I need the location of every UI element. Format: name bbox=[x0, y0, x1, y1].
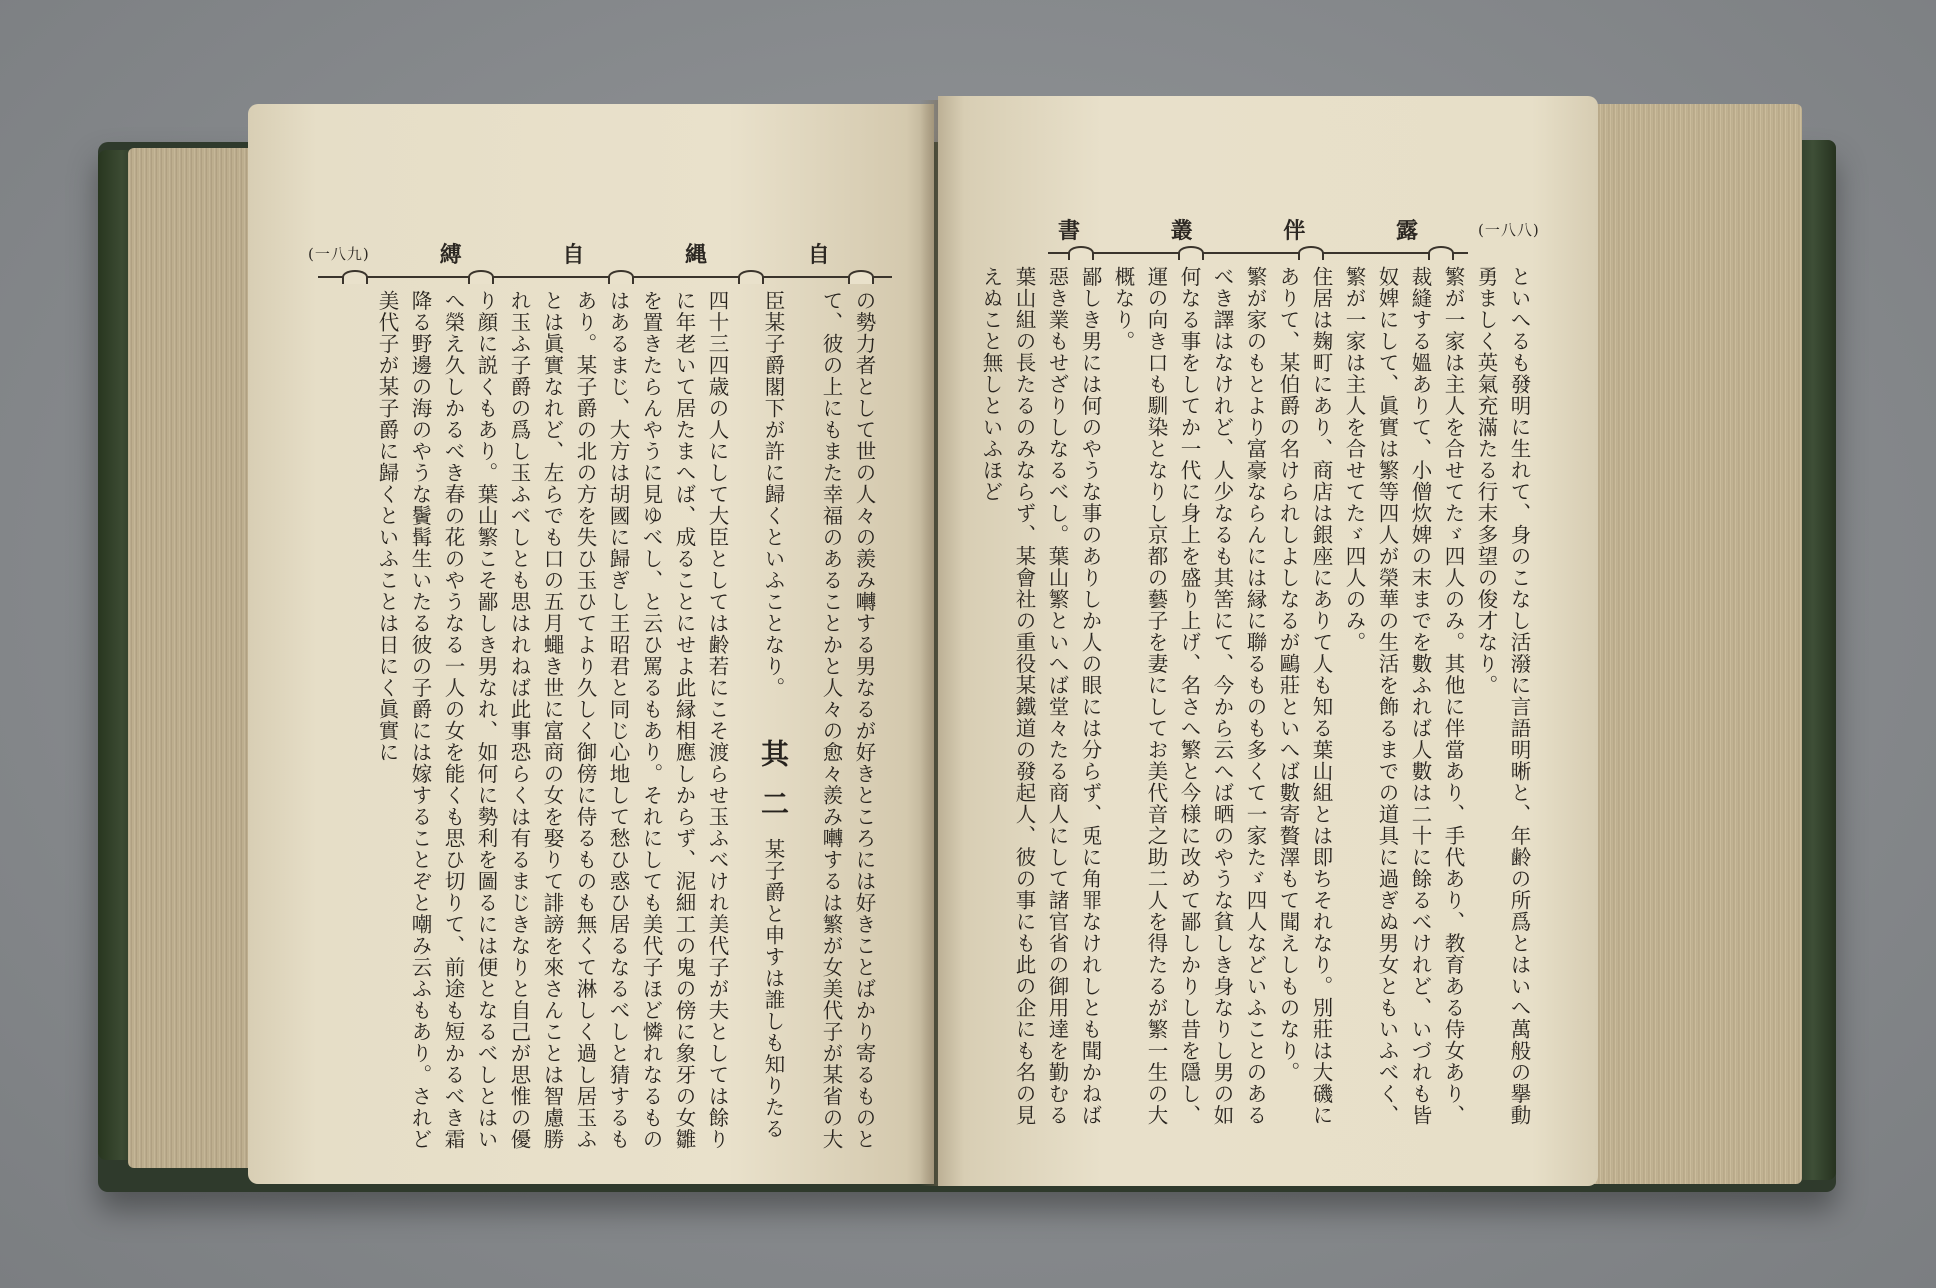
left-page-block-edge bbox=[128, 148, 258, 1168]
right-body-text bbox=[979, 266, 1568, 1146]
left-page-number: (一八九) bbox=[308, 244, 370, 263]
right-header-char: 叢 bbox=[1170, 217, 1193, 244]
left-header-char: 自 bbox=[562, 241, 585, 268]
right-paragraph: 鄙しき男には何のやうな事のありしか人の眼には分らず、兎に角罪なけれしとも聞かねば惡き業もせざりしなるべし。葉山繁といへば堂々たる商人にして諸官省の御用達を勤むる葉山組の長たるのみならず、某會社の重役某鐵道の發起人、彼の事にも此の企にも名の見えぬこと無しといふほど bbox=[979, 266, 1102, 1126]
right-header-rule bbox=[1048, 252, 1468, 254]
right-paragraph: 繁が家のもとより富豪ならんには縁に聯るものも多くて一家たゞ四人などいふことのあるべき譯はなけれど、人少なるも其筈にて、今から云へば晒のやうな貧しき身なりし男の如何なる事をしてか一代に身上を盛り上げ、名さへ繁と今様に改めて鄙しかりし昔を隱し、運の向き口も馴染となりし京都の藝子を妻にしてお美代音之助二人を得たるが繁一生の大概なり。 bbox=[1111, 266, 1267, 1126]
left-page bbox=[248, 104, 934, 1184]
left-running-header bbox=[308, 238, 928, 268]
right-paragraph: といへるも發明に生れて、身のこなし活潑に言語明晰と、年齢の所爲とはいへ萬般の擧動勇ましく英氣充滿たる行末多望の俊才なり。 bbox=[1474, 266, 1531, 1126]
right-header-char: 書 bbox=[1058, 217, 1081, 244]
right-paragraph: 繁が一家は主人を合せてたゞ四人のみ。其他に伴當あり、手代あり、教育ある侍女あり、裁縫する媼ありて、小僧炊婢の末までを數ふれば人數は二十に餘るべけれど、いづれも皆奴婢にして、眞實は繁等四人が榮華の生活を飾るまでの道具に過ぎぬ男女ともいふべく、繁が一家は主人を合せてたゞ四人のみ。 bbox=[1342, 266, 1465, 1126]
right-page bbox=[938, 96, 1598, 1186]
left-header-rule bbox=[318, 276, 892, 278]
left-header-char: 縛 bbox=[439, 241, 462, 268]
right-page-block-edge bbox=[1592, 104, 1802, 1184]
right-header-title bbox=[1058, 214, 1418, 245]
right-header-char: 露 bbox=[1395, 217, 1418, 244]
right-paragraph: 住居は麹町にあり、商店は銀座にありて人も知る葉山組とは即ちそれなり。別莊は大磯にありて、某伯爵の名けられしよしなるが鷗莊といへば數寄贅澤もて聞えしものなり。 bbox=[1276, 266, 1333, 1126]
right-header-char: 伴 bbox=[1283, 217, 1306, 244]
right-page-number: (一八八) bbox=[1478, 220, 1540, 239]
section-heading: 其二 bbox=[757, 738, 790, 839]
left-header-char: 縄 bbox=[685, 241, 708, 268]
left-header-title bbox=[440, 238, 830, 269]
left-paragraph: の勢力者として世の人々の羨み囀する男なるが好きところには好きことばかり寄るものとて、彼の上にもまた幸福のあることかと人々の愈々羨み囀するは繁が女美代子が某省の大臣某子爵閣下が許に歸くといふことなり。 bbox=[761, 290, 876, 1150]
left-paragraph: 某子爵と申すは誰しも知りたる四十三四歳の人にして大臣としては齢若にこそ渡らせ玉ふべけれ美代子が夫としては餘りに年老いて居たまへば、成ることにせよ此縁相應しからず、泥細工の鬼の傍に象牙の女雛を置きたらんやうに見ゆべし、と云ひ罵るもあり。それにしても美代子ほど憐れなるものはあるまじ、大方は胡國に歸ぎし王昭君と同じ心地して愁ひ惑ひ居るなるべしと猜するもあり。某子爵の北の方を失ひ玉ひてより久しく御傍に侍るものも無くて淋しく過し居玉ふとは眞實なれど、左らでも口の五月蠅き世に富商の女を娶りて誹謗を來さんことは智慮勝れ玉ふ子爵の爲し玉ふべしとも思はれねば此事恐らくは有るまじきなりと自己が思惟の優り顔に説くもあり。葉山繁こそ鄙しき男なれ、如何に勢利を圖るには便となるべしとはいへ榮え久しかるべき春の花のやうなる一人の女を能くも思ひ切りて、前途も短かるべき霜降る野邊の海のやうな鬢髯生いたる彼の子爵には嫁することぞと嘲み云ふもあり。されど美代子が某子爵に歸くといふことは日にく眞實に bbox=[375, 290, 785, 1150]
right-running-header bbox=[1058, 214, 1578, 244]
left-body-text bbox=[308, 290, 913, 1160]
left-header-char: 自 bbox=[807, 241, 830, 268]
